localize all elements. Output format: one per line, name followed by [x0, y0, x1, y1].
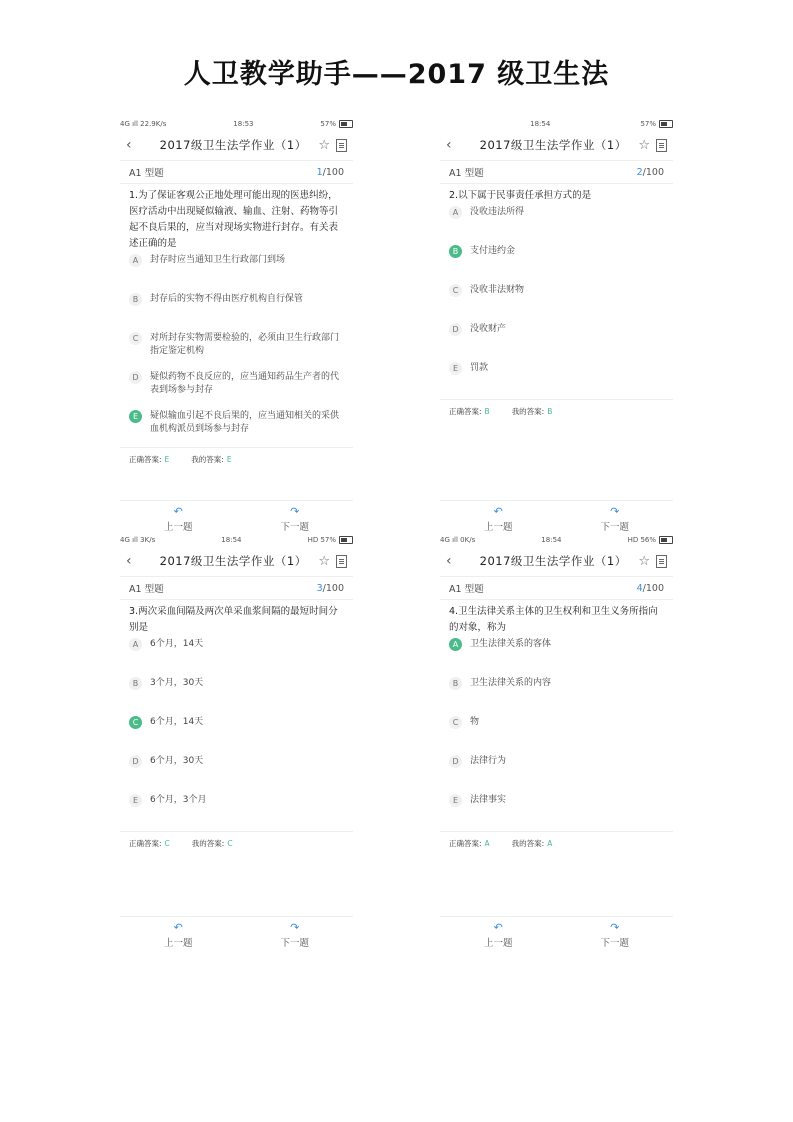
option-b[interactable]	[129, 675, 344, 714]
battery-icon	[339, 120, 353, 128]
star-icon[interactable]: ☆	[318, 137, 330, 153]
option-a[interactable]	[129, 252, 344, 291]
option-letter: B	[449, 245, 462, 258]
my-answer	[512, 838, 553, 849]
options-list	[440, 636, 673, 831]
star-icon[interactable]: ☆	[638, 137, 650, 153]
option-text: 疑似输血引起不良后果的，应当通知相关的采供血机构派员到场参与封存	[150, 411, 340, 434]
prev-question-button[interactable]	[458, 506, 538, 533]
option-e[interactable]	[449, 360, 664, 399]
bottom-bar-2	[440, 500, 673, 537]
option-c[interactable]	[449, 282, 664, 321]
option-a[interactable]	[129, 636, 344, 675]
status-network: 4G ıll 3K/s	[120, 536, 156, 544]
option-letter: A	[129, 254, 142, 267]
option-a[interactable]	[449, 636, 664, 675]
next-question-button[interactable]	[255, 922, 335, 949]
bottom-bar-3	[120, 916, 353, 953]
question-stem: 4.卫生法律关系主体的卫生权利和卫生义务所指向的对象，称为	[449, 606, 658, 633]
option-letter: A	[129, 638, 142, 651]
next-question-label: 下一题	[280, 521, 309, 533]
question-progress	[317, 583, 344, 594]
redo-arrow-icon: ↷	[290, 920, 300, 934]
next-question-button[interactable]	[255, 506, 335, 533]
option-letter: C	[449, 716, 462, 729]
progress-total: /100	[642, 582, 664, 594]
status-network: 4G ıll 22.9K/s	[120, 120, 167, 128]
prev-question-label: 上一题	[483, 937, 513, 949]
option-text: 6个月，14天	[150, 639, 204, 649]
question-stem: 3.两次采血间隔及两次单采血浆间隔的最短时间分别是	[129, 606, 338, 633]
prev-question-label: 上一题	[483, 521, 513, 533]
page-title: 2017级卫生法学作业（1）	[479, 138, 627, 152]
nav-bar	[440, 130, 673, 161]
nav-actions	[318, 554, 347, 569]
star-icon[interactable]: ☆	[318, 553, 330, 569]
question-header	[440, 577, 673, 600]
option-text: 支付违约金	[470, 246, 516, 256]
my-answer-value: B	[547, 407, 553, 416]
question-type: A1 型题	[449, 168, 484, 179]
status-time: 18:54	[530, 120, 551, 128]
option-text: 3个月，30天	[150, 678, 204, 688]
option-letter: E	[129, 410, 142, 423]
progress-total: /100	[322, 166, 344, 178]
option-text: 没收非法财物	[470, 285, 525, 295]
status-bar	[440, 534, 673, 546]
correct-answer	[449, 406, 490, 417]
battery-icon	[339, 536, 353, 544]
option-letter: B	[129, 677, 142, 690]
answer-row	[120, 831, 353, 855]
correct-answer-label: 正确答案:	[449, 407, 482, 416]
option-text: 罚款	[470, 363, 489, 373]
progress-current: 1	[316, 166, 323, 178]
nav-bar	[120, 130, 353, 161]
options-list	[120, 636, 353, 831]
option-text: 6个月，14天	[150, 717, 204, 727]
option-b[interactable]	[449, 243, 664, 282]
option-text: 6个月，3个月	[150, 795, 207, 805]
chevron-left-icon[interactable]: ‹	[446, 553, 452, 569]
option-letter: B	[129, 293, 142, 306]
next-question-button[interactable]	[575, 506, 655, 533]
option-letter: D	[129, 371, 142, 384]
correct-answer-value: E	[164, 455, 170, 464]
nav-bar	[120, 546, 353, 577]
option-text: 卫生法律关系的客体	[470, 639, 552, 649]
option-text: 对所封存实物需要检验的，必须由卫生行政部门指定鉴定机构	[150, 333, 340, 356]
status-time: 18:54	[541, 536, 562, 544]
next-question-label: 下一题	[600, 521, 629, 533]
question-type: A1 型题	[449, 584, 484, 595]
option-letter: C	[129, 332, 142, 345]
progress-total: /100	[322, 582, 344, 594]
my-answer-value: C	[227, 839, 233, 848]
nav-actions	[638, 138, 667, 153]
my-answer-value: E	[226, 455, 232, 464]
status-bar	[120, 534, 353, 546]
status-right	[640, 120, 673, 128]
status-battery-text: 57%	[320, 120, 336, 128]
bottom-bar-4	[440, 916, 673, 953]
bottom-bar-1	[120, 500, 353, 537]
my-answer	[192, 838, 233, 849]
undo-arrow-icon: ↶	[173, 920, 183, 934]
chevron-left-icon[interactable]: ‹	[126, 137, 132, 153]
option-d[interactable]	[129, 753, 344, 792]
progress-total: /100	[642, 166, 664, 178]
star-icon[interactable]: ☆	[638, 553, 650, 569]
page-title: 2017级卫生法学作业（1）	[479, 554, 627, 568]
question-progress	[637, 167, 664, 178]
next-question-button[interactable]	[575, 922, 655, 949]
question-stem: 2.以下属于民事责任承担方式的是	[449, 190, 592, 201]
question-progress	[637, 583, 664, 594]
next-question-label: 下一题	[600, 937, 629, 949]
my-answer	[512, 406, 553, 417]
option-e[interactable]	[449, 792, 664, 831]
question-stem: 1.为了保证客观公正地处理可能出现的医患纠纷，医疗活动中出现疑似输液、输血、注射、药物等引起不良后果的，应当对现场实物进行封存。有关表述正确的是	[129, 190, 339, 249]
option-letter: C	[449, 284, 462, 297]
redo-arrow-icon: ↷	[610, 920, 620, 934]
option-c[interactable]	[129, 714, 344, 753]
status-bar	[440, 118, 673, 130]
option-b[interactable]	[449, 675, 664, 714]
option-text: 疑似药物不良反应的，应当通知药品生产者的代表到场参与封存	[150, 372, 340, 395]
prev-question-button[interactable]	[138, 506, 218, 533]
question-progress	[317, 167, 344, 178]
my-answer-label: 我的答案:	[511, 839, 545, 848]
correct-answer-label: 正确答案:	[449, 839, 482, 848]
status-battery-text: HD 56%	[627, 536, 656, 544]
option-c[interactable]	[129, 330, 344, 369]
nav-actions	[318, 138, 347, 153]
option-letter: D	[129, 755, 142, 768]
options-list	[440, 204, 673, 399]
option-letter: E	[449, 794, 462, 807]
nav-bar	[440, 546, 673, 577]
answer-row	[120, 447, 353, 471]
option-e[interactable]	[129, 792, 344, 831]
question-type: A1 型题	[129, 584, 164, 595]
status-bar	[120, 118, 353, 130]
option-letter: D	[449, 755, 462, 768]
option-letter: E	[129, 794, 142, 807]
page-title: 2017级卫生法学作业（1）	[159, 138, 307, 152]
option-d[interactable]	[129, 369, 344, 408]
status-battery-text: 57%	[640, 120, 656, 128]
option-text: 卫生法律关系的内容	[470, 678, 552, 688]
answer-sheet-icon[interactable]	[656, 139, 667, 152]
answer-sheet-icon[interactable]	[656, 555, 667, 568]
option-c[interactable]	[449, 714, 664, 753]
status-right	[320, 120, 353, 128]
correct-answer-label: 正确答案:	[129, 839, 162, 848]
option-text: 6个月，30天	[150, 756, 204, 766]
status-time: 18:53	[233, 120, 254, 128]
prev-question-label: 上一题	[163, 521, 193, 533]
option-text: 封存时应当通知卫生行政部门到场	[150, 255, 286, 265]
correct-answer	[129, 454, 169, 465]
redo-arrow-icon: ↷	[610, 504, 620, 518]
option-e[interactable]	[129, 408, 344, 447]
question-type: A1 型题	[129, 168, 164, 179]
correct-answer-value: B	[484, 407, 490, 416]
phone-screen-3	[120, 534, 353, 855]
answer-row	[440, 399, 673, 423]
status-right	[308, 536, 353, 544]
my-answer-label: 我的答案:	[191, 839, 225, 848]
option-letter: A	[449, 206, 462, 219]
page-title: 2017级卫生法学作业（1）	[159, 554, 307, 568]
prev-question-label: 上一题	[163, 937, 193, 949]
options-list	[120, 252, 353, 447]
option-d[interactable]	[449, 753, 664, 792]
correct-answer-label: 正确答案:	[129, 455, 162, 464]
answer-sheet-icon[interactable]	[336, 555, 347, 568]
nav-actions	[638, 554, 667, 569]
correct-answer-value: C	[164, 839, 170, 848]
document-title: 人卫教学助手——2017 级卫生法	[183, 59, 610, 90]
question-header	[120, 161, 353, 184]
option-text: 封存后的实物不得由医疗机构自行保管	[150, 294, 304, 304]
my-answer	[191, 454, 231, 465]
undo-arrow-icon: ↶	[173, 504, 183, 518]
battery-icon	[659, 536, 673, 544]
prev-question-button[interactable]	[458, 922, 538, 949]
option-letter: E	[449, 362, 462, 375]
correct-answer	[449, 838, 490, 849]
option-text: 法律行为	[470, 756, 507, 766]
status-network: 4G ıll 0K/s	[440, 536, 476, 544]
chevron-left-icon[interactable]: ‹	[446, 137, 452, 153]
option-text: 没收违法所得	[470, 207, 525, 217]
my-answer-value: A	[547, 839, 553, 848]
status-right	[628, 536, 673, 544]
phone-screen-2	[440, 118, 673, 423]
option-text: 法律事实	[470, 795, 507, 805]
option-d[interactable]	[449, 321, 664, 360]
phone-screen-4	[440, 534, 673, 855]
answer-row	[440, 831, 673, 855]
my-answer-label: 我的答案:	[511, 407, 545, 416]
progress-current: 2	[636, 166, 643, 178]
progress-current: 3	[316, 582, 323, 594]
option-letter: B	[449, 677, 462, 690]
chevron-left-icon[interactable]: ‹	[126, 553, 132, 569]
option-letter: A	[449, 638, 462, 651]
phone-screen-1	[120, 118, 353, 471]
next-question-label: 下一题	[280, 937, 309, 949]
question-header	[440, 161, 673, 184]
answer-sheet-icon[interactable]	[336, 139, 347, 152]
option-letter: D	[449, 323, 462, 336]
status-battery-text: HD 57%	[307, 536, 336, 544]
status-time: 18:54	[221, 536, 242, 544]
option-text: 物	[470, 717, 480, 727]
option-text: 没收财产	[470, 324, 507, 334]
option-a[interactable]	[449, 204, 664, 243]
question-header	[120, 577, 353, 600]
progress-current: 4	[636, 582, 643, 594]
redo-arrow-icon: ↷	[290, 504, 300, 518]
battery-icon	[659, 120, 673, 128]
option-letter: C	[129, 716, 142, 729]
undo-arrow-icon: ↶	[493, 504, 503, 518]
correct-answer	[129, 838, 170, 849]
option-b[interactable]	[129, 291, 344, 330]
prev-question-button[interactable]	[138, 922, 218, 949]
correct-answer-value: A	[484, 839, 490, 848]
undo-arrow-icon: ↶	[493, 920, 503, 934]
my-answer-label: 我的答案:	[191, 455, 224, 464]
